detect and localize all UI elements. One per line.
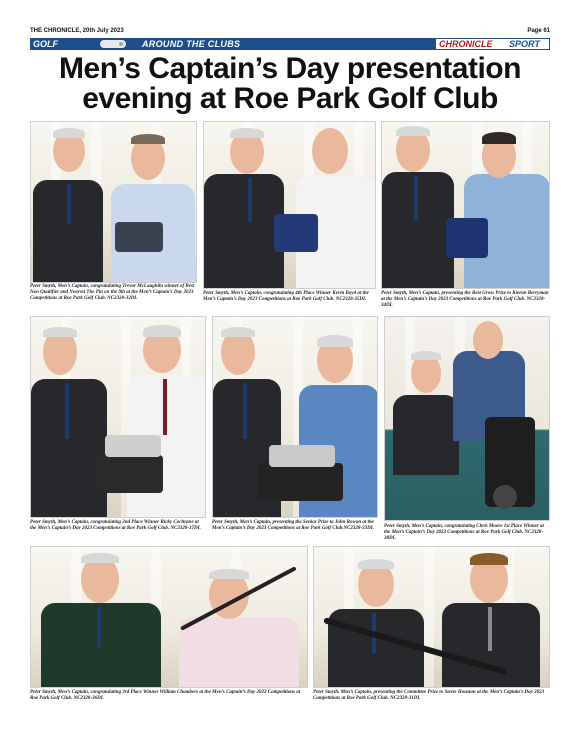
photo-1 xyxy=(30,121,197,283)
photo-2-caption: Peter Smyth, Men’s Captain, congratulating 4th Place Winner Kevin Boyd at the Men’s Captain’s Day 2023 Competitions at Roe Park Golf Club. NC2328-35DL xyxy=(203,291,369,302)
golf-ball-icon xyxy=(100,40,126,48)
photo-4-caption: Peter Smyth, Men’s Captain, congratulating 2nd Place Winner Ricky Cochrane at the Men’s Captain’s Day 2023 Competitions at Roe Park Golf Club. NC2328-37DL xyxy=(30,520,201,531)
headline-line-1: Men’s Captain’s Day presentation xyxy=(59,52,521,85)
photo-8 xyxy=(313,546,550,688)
section-bar xyxy=(30,38,550,50)
masthead xyxy=(30,28,550,38)
brand-sport: SPORT xyxy=(509,39,540,49)
photo-1-caption: Peter Smyth, Men’s Captain, congratulating Trevor McLaughlin winner of Best Non Qualifier and Nearest The Pin on the 9th at the Men’s Captain’s Day 2023 Competitions at Roe Park Golf Club. NC2328-32DL xyxy=(30,284,195,301)
headline-line-2: evening at Roe Park Golf Club xyxy=(82,82,498,115)
photo-5-caption: Peter Smyth, Men’s Captain, presenting the Senior Prize to John Rowan at the Men’s Captain’s Day 2023 Competitions at Roe Park Golf Club.NC2328-33DL xyxy=(212,520,374,531)
publication-date: THE CHRONICLE, 20th July 2023 xyxy=(30,28,124,34)
photo-7 xyxy=(30,546,308,688)
photo-2 xyxy=(203,121,376,289)
photo-3-caption: Peter Smyth, Men’s Captain, presenting the Best Gross Prize to Kieran Berryman at the Men’s Captain’s Day 2023 Competitions at Roe Park Golf Club. NC2328-34DL xyxy=(381,291,549,308)
brand-chronicle: CHRONICLE xyxy=(439,39,493,49)
photo-8-caption: Peter Smyth, Men’s Captain, presenting the Committee Prize to Stevie Houston at the Men’s Captain’s Day 2023 Competitions at Roe Park Golf Club. NC2328-31DL xyxy=(313,690,545,701)
section-around-label: AROUND THE CLUBS xyxy=(142,39,241,49)
brand-logo xyxy=(435,38,550,50)
headline xyxy=(30,54,550,114)
photo-6-caption: Peter Smyth, Men’s Captain, congratulating Chris Moore 1st Place Winner at the Men’s Captain’s Day 2023 Competitions at Roe Park Golf Club. NC2328-38DL xyxy=(384,524,544,541)
page-number: Page 61 xyxy=(527,28,550,34)
photo-7-caption: Peter Smyth, Men’s Captain, congratulating 3rd Place Winner William Chambers at the Men’s Captain’s Day 2023 Competitions at Roe Park Golf Club. NC2328-36DL xyxy=(30,690,301,701)
photo-6 xyxy=(384,316,550,521)
section-golf-label: GOLF xyxy=(33,39,58,49)
photo-3 xyxy=(381,121,550,289)
photo-5 xyxy=(212,316,378,518)
photo-4 xyxy=(30,316,206,518)
